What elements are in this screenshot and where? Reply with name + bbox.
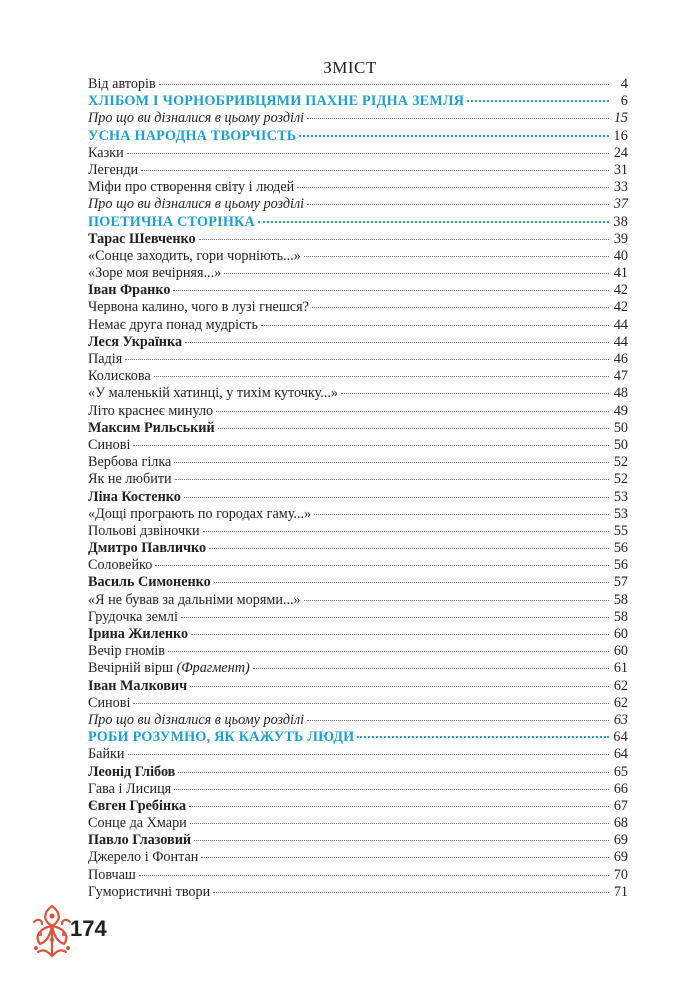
toc-entry-label <box>88 128 296 145</box>
toc-entry-label <box>88 678 187 695</box>
dot-leader <box>341 393 609 394</box>
toc-entry <box>88 832 628 849</box>
toc-entry-title: Вечірній вірш <box>88 660 173 677</box>
dot-leader <box>224 273 609 274</box>
toc-entry-label <box>88 798 186 815</box>
toc-entry-title: Немає друга понад мудрість <box>88 316 258 333</box>
toc-entry-title: Ліна Костенко <box>88 488 181 505</box>
toc-entry-page: 56 <box>613 540 628 557</box>
toc-entry-label <box>88 729 354 746</box>
toc-entry-page: 50 <box>613 419 628 436</box>
dot-leader <box>139 875 609 876</box>
toc-entry-page: 33 <box>613 179 628 196</box>
toc-entry-label <box>88 884 210 901</box>
toc-entry-title: «Зоре моя вечірняя...» <box>88 265 222 282</box>
toc-entry <box>88 351 628 368</box>
toc-entry-page: 52 <box>613 471 628 488</box>
toc-entry <box>88 557 628 574</box>
toc-entry-title: Сонце да Хмари <box>88 815 187 832</box>
toc-entry <box>88 643 628 660</box>
toc-entry <box>88 471 628 488</box>
toc-entry-label <box>88 179 294 196</box>
toc-entry <box>88 265 628 282</box>
toc-entry-page: 6 <box>620 93 628 110</box>
toc-entry-label <box>88 282 170 299</box>
dot-leader <box>312 307 609 308</box>
toc-entry-label <box>88 317 258 334</box>
dot-leader <box>213 892 609 893</box>
toc-entry <box>88 523 628 540</box>
toc-entry <box>88 729 628 746</box>
toc-entry-page: 4 <box>620 76 628 92</box>
toc-entry <box>88 592 628 609</box>
toc-entry-page: 62 <box>613 694 628 711</box>
toc-entry-page: 53 <box>613 505 628 522</box>
toc-entry-page: 64 <box>613 729 628 746</box>
dot-leader <box>201 857 609 858</box>
toc-entry-page: 63 <box>613 711 628 728</box>
toc-entry-title: Вечір гномів <box>88 643 165 660</box>
toc-entry-page: 66 <box>613 780 628 797</box>
toc-entry-page: 44 <box>613 333 628 350</box>
dot-leader <box>185 342 609 343</box>
toc-entry <box>88 678 628 695</box>
toc-entry-page: 70 <box>613 866 628 883</box>
toc-entry-title: Ірина Жиленко <box>88 626 189 642</box>
toc-entry-label <box>88 403 213 420</box>
dot-leader <box>261 325 609 326</box>
toc-entry <box>88 660 628 677</box>
toc-entry-page: 41 <box>613 265 628 282</box>
toc-entry-page: 47 <box>613 368 628 385</box>
toc-entry-page: 37 <box>613 196 628 213</box>
toc-entry-label <box>88 93 464 110</box>
dot-leader <box>127 153 609 154</box>
toc-entry-title: Як не любити <box>88 471 172 488</box>
dot-leader <box>175 479 609 480</box>
toc-entry-page: 48 <box>613 385 628 402</box>
toc-entry-page: 68 <box>613 815 628 832</box>
toc-entry <box>88 368 628 385</box>
page-number: 174 <box>70 916 107 941</box>
toc-entry-page: 52 <box>613 454 628 471</box>
folk-ornament-icon <box>30 902 74 960</box>
toc-entry-page: 55 <box>613 522 628 539</box>
toc-entry-title: УСНА НАРОДНА ТВОРЧІСТЬ <box>88 127 297 144</box>
toc-entry-title: «Сонце заходить, гори чорніють...» <box>88 247 301 264</box>
toc-entry-label <box>88 781 171 798</box>
dot-leader <box>216 411 609 412</box>
toc-entry-label <box>88 660 250 677</box>
toc-entry-title: Леонід Глібов <box>88 763 176 780</box>
dot-leader <box>191 634 609 635</box>
toc-entry-label <box>88 368 151 385</box>
toc-entry-page: 49 <box>613 402 628 419</box>
toc-entry-label <box>88 849 198 866</box>
toc-entry-label <box>88 145 124 162</box>
toc-entry-label <box>88 523 200 540</box>
toc-list <box>88 76 628 901</box>
toc-entry <box>88 145 628 162</box>
toc-entry-label <box>88 609 178 626</box>
toc-entry <box>88 334 628 351</box>
toc-entry-label <box>88 110 304 127</box>
toc-entry-title: Байки <box>88 746 125 763</box>
dot-leader <box>159 84 609 85</box>
toc-entry <box>88 282 628 299</box>
toc-entry <box>88 231 628 248</box>
toc-entry <box>88 746 628 763</box>
toc-entry <box>88 403 628 420</box>
toc-entry-page: 67 <box>613 797 628 814</box>
dot-leader <box>253 668 609 669</box>
toc-entry-label <box>88 334 182 351</box>
dot-leader <box>133 703 609 704</box>
toc-entry-title: Синові <box>88 694 131 711</box>
toc-entry-title: Повчаш <box>88 866 136 883</box>
toc-entry-label <box>88 265 221 282</box>
toc-entry-title: Міфи про створення світу і людей <box>88 179 295 196</box>
toc-entry <box>88 454 628 471</box>
toc-entry-label <box>88 351 122 368</box>
toc-entry-title: Про що ви дізналися в цьому розділі <box>88 711 305 728</box>
toc-entry-page: 60 <box>613 643 628 660</box>
toc-entry-title: Грудочка землі <box>88 608 178 625</box>
toc-entry-note: (Фрагмент) <box>176 660 250 677</box>
toc-entry <box>88 712 628 729</box>
dot-leader <box>258 221 609 223</box>
dot-leader <box>297 187 609 188</box>
toc-entry-page: 24 <box>613 144 628 161</box>
toc-entry-title: РОБИ РОЗУМНО, ЯК КАЖУТЬ ЛЮДИ <box>88 729 355 746</box>
toc-entry-title: «Дощі програють по городах гаму...» <box>88 505 312 522</box>
dot-leader <box>168 651 609 652</box>
toc-entry-label <box>88 506 311 523</box>
toc-entry-label <box>88 385 338 402</box>
toc-entry-page: 65 <box>613 763 628 780</box>
toc-entry-page: 56 <box>613 557 628 574</box>
toc-entry-label <box>88 764 175 781</box>
toc-entry <box>88 798 628 815</box>
toc-entry-title: Павло Глазовий <box>88 832 192 849</box>
toc-entry <box>88 93 628 110</box>
toc-entry-page: 69 <box>613 832 628 849</box>
dot-leader <box>141 170 609 171</box>
page-footer <box>30 902 107 960</box>
toc-entry-label <box>88 695 130 712</box>
toc-entry-label <box>88 712 304 729</box>
toc-entry-title: Соловейко <box>88 557 153 574</box>
toc-entry-title: Джерело і Фонтан <box>88 849 199 866</box>
toc-entry <box>88 506 628 523</box>
toc-entry <box>88 179 628 196</box>
toc-entry <box>88 317 628 334</box>
toc-entry-label <box>88 471 172 488</box>
toc-entry-title: «У маленькій хатинці, у тихім куточку...» <box>88 385 339 402</box>
toc-entry-label <box>88 626 188 643</box>
toc-entry-page: 58 <box>613 608 628 625</box>
toc-entry-title: Іван Франко <box>88 282 171 299</box>
toc-entry <box>88 214 628 231</box>
toc-entry-page: 42 <box>613 299 628 316</box>
toc-entry-label <box>88 454 171 471</box>
toc-entry-title: Дмитро Павличко <box>88 540 207 557</box>
toc-entry-label <box>88 248 301 265</box>
toc-entry <box>88 849 628 866</box>
dot-leader <box>304 256 609 257</box>
toc-entry-page: 58 <box>613 591 628 608</box>
dot-leader <box>199 239 609 240</box>
toc-entry-label <box>88 489 181 506</box>
dot-leader <box>190 686 609 687</box>
toc-entry <box>88 162 628 179</box>
dot-leader <box>304 600 609 601</box>
toc-entry <box>88 695 628 712</box>
toc-entry-page: 42 <box>613 282 628 299</box>
toc-entry-label <box>88 574 211 591</box>
toc-entry <box>88 626 628 643</box>
toc-entry-title: Колискова <box>88 368 151 385</box>
toc-entry <box>88 248 628 265</box>
toc-entry-label <box>88 420 215 437</box>
toc-entry-title: Від авторів <box>88 76 156 92</box>
toc-entry-title: Вербова гілка <box>88 454 172 471</box>
toc-entry-page: 57 <box>613 574 628 591</box>
dot-leader <box>307 204 609 205</box>
dot-leader <box>155 565 609 566</box>
toc-entry-page: 61 <box>613 660 628 677</box>
toc-entry-title: «Я не бував за дальніми морями...» <box>88 591 301 608</box>
toc-entry <box>88 128 628 145</box>
toc-entry-title: ПОЕТИЧНА СТОРІНКА <box>88 213 255 230</box>
dot-leader <box>133 445 609 446</box>
dot-leader <box>125 359 609 360</box>
dot-leader <box>209 548 609 549</box>
toc-entry <box>88 76 628 93</box>
toc-entry-label <box>88 832 191 849</box>
toc-entry <box>88 437 628 454</box>
toc-entry-label <box>88 643 165 660</box>
toc-entry-label <box>88 196 304 213</box>
dot-leader <box>128 754 609 755</box>
dot-leader <box>218 428 609 429</box>
toc-entry-title: Іван Малкович <box>88 677 188 694</box>
toc-entry-title: Польові дзвіночки <box>88 522 200 539</box>
toc-entry-page: 69 <box>613 849 628 866</box>
toc-entry <box>88 574 628 591</box>
dot-leader <box>181 617 609 618</box>
toc-entry-title: Синові <box>88 436 131 453</box>
toc-entry-page: 16 <box>613 127 628 144</box>
toc-entry-page: 31 <box>613 161 628 178</box>
toc-entry-label <box>88 592 301 609</box>
toc-entry-page: 44 <box>613 316 628 333</box>
toc-entry-page: 71 <box>613 883 628 900</box>
toc-entry-title: Максим Рильський <box>88 419 215 436</box>
toc-entry-title: Тарас Шевченко <box>88 230 196 247</box>
dot-leader <box>174 462 609 463</box>
toc-entry <box>88 110 628 127</box>
dot-leader <box>214 582 609 583</box>
toc-entry-label <box>88 76 156 93</box>
toc-entry-label <box>88 437 130 454</box>
dot-leader <box>184 497 609 498</box>
dot-leader <box>203 531 609 532</box>
toc-entry-label <box>88 540 206 557</box>
toc-entry <box>88 299 628 316</box>
toc-entry-page: 50 <box>613 436 628 453</box>
dot-leader <box>154 376 609 377</box>
toc-entry-title: Гумористичні твори <box>88 883 211 900</box>
toc-entry-page: 46 <box>613 351 628 367</box>
toc-entry-page: 38 <box>613 213 628 230</box>
dot-leader <box>314 514 609 515</box>
toc-entry-label <box>88 231 196 248</box>
toc-entry <box>88 540 628 557</box>
toc-entry <box>88 385 628 402</box>
toc-entry <box>88 815 628 832</box>
toc-title: ЗМІСТ <box>323 58 377 77</box>
toc-entry-title: Легенди <box>88 161 139 178</box>
toc-entry-page: 40 <box>613 247 628 264</box>
toc-entry-title: Казки <box>88 144 124 161</box>
toc-entry <box>88 420 628 437</box>
toc-entry-label <box>88 815 187 832</box>
dot-leader <box>467 100 609 102</box>
toc-entry <box>88 609 628 626</box>
toc-entry-title: ХЛІБОМ І ЧОРНОБРИВЦЯМИ ПАХНЕ РІДНА ЗЕМЛЯ <box>88 93 465 110</box>
toc-entry-page: 39 <box>613 230 628 247</box>
dot-leader <box>174 789 609 790</box>
toc-entry <box>88 764 628 781</box>
toc-entry-title: Червона калино, чого в лузі гнешся? <box>88 299 309 316</box>
toc-entry-title: Леся Українка <box>88 333 183 350</box>
dot-leader <box>357 736 609 738</box>
dot-leader <box>307 720 609 721</box>
toc-entry-label <box>88 746 125 763</box>
toc-entry-title: Про що ви дізналися в цьому розділі <box>88 196 305 213</box>
toc-entry-label <box>88 162 138 179</box>
toc-entry-label <box>88 299 309 316</box>
toc-entry-page: 53 <box>613 488 628 505</box>
toc-entry-title: Про що ви дізналися в цьому розділі <box>88 110 305 127</box>
toc-entry-page: 62 <box>613 677 628 694</box>
toc-entry <box>88 781 628 798</box>
dot-leader <box>194 840 609 841</box>
toc-entry <box>88 489 628 506</box>
dot-leader <box>173 290 609 291</box>
toc-entry-label <box>88 867 136 884</box>
dot-leader <box>178 772 609 773</box>
dot-leader <box>299 135 609 137</box>
toc-entry-page: 60 <box>613 626 628 642</box>
toc-entry-page: 15 <box>613 110 628 127</box>
toc-entry <box>88 196 628 213</box>
toc-entry-title: Падія <box>88 351 123 367</box>
toc-entry-page: 64 <box>613 746 628 763</box>
toc-entry-title: Євген Гребінка <box>88 797 187 814</box>
toc-entry-title: Василь Симоненко <box>88 574 211 591</box>
toc-entry-title: Літо краснеє минуло <box>88 402 214 419</box>
dot-leader <box>190 823 609 824</box>
toc-entry-label <box>88 557 152 574</box>
toc-entry-label <box>88 214 255 231</box>
dot-leader <box>307 118 609 119</box>
toc-entry <box>88 867 628 884</box>
toc-entry <box>88 884 628 901</box>
dot-leader <box>189 806 609 807</box>
toc-entry-title: Гава і Лисиця <box>88 780 172 797</box>
